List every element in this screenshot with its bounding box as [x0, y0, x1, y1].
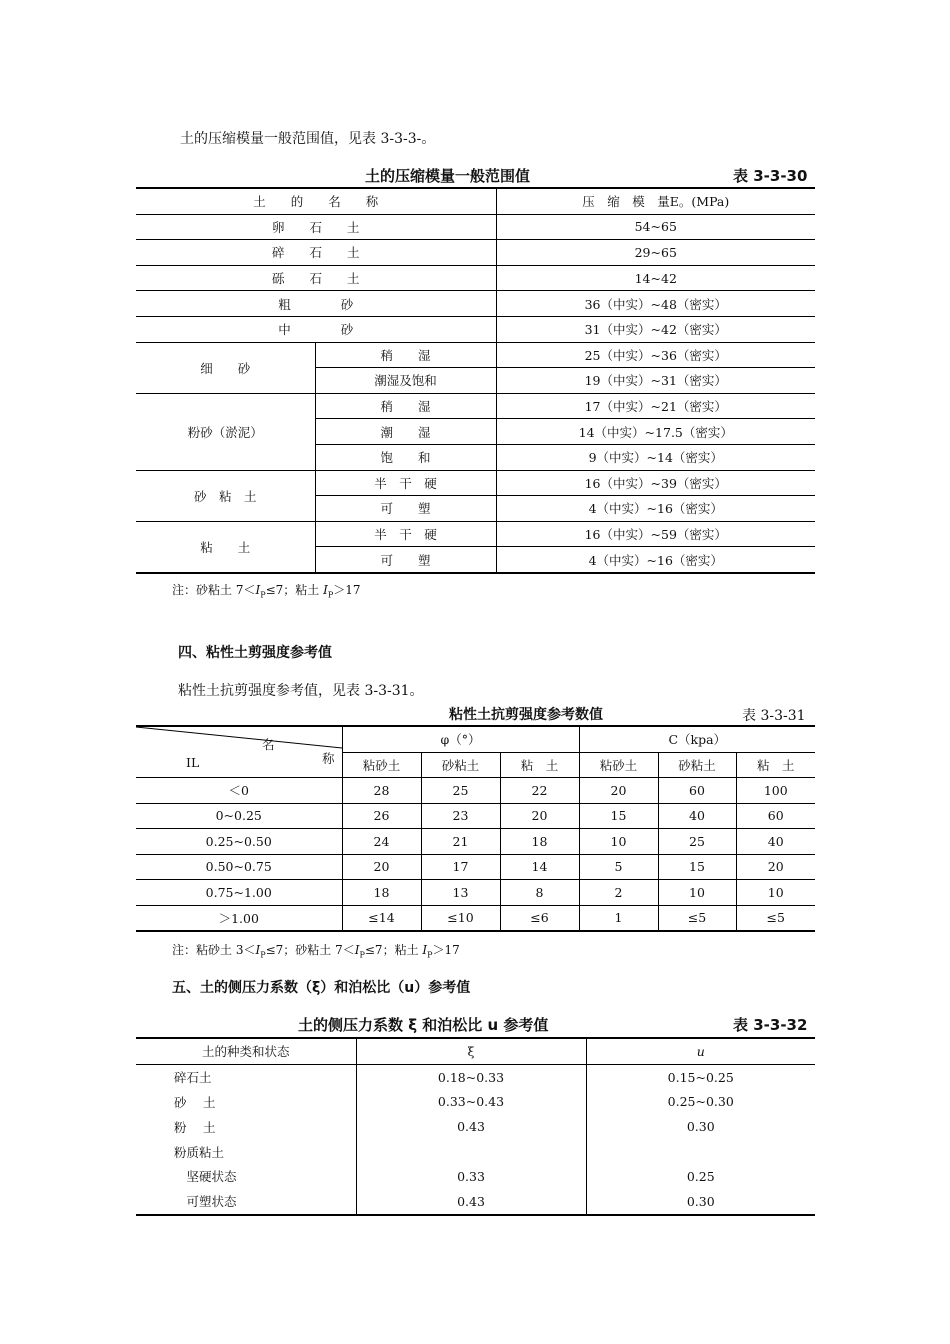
- intro-paragraph-2: 粘性土抗剪强度参考值，见表 3-3-31。: [178, 683, 424, 699]
- compression-modulus-table: [136, 187, 815, 574]
- soil-group-name: 砂 粘 土: [136, 470, 315, 521]
- table-header-row: [136, 726, 815, 752]
- table-row: [136, 521, 815, 547]
- cell: ≤5: [658, 905, 736, 931]
- soil-state: 潮 湿: [315, 419, 496, 445]
- cell: 15: [579, 803, 658, 829]
- note-ip-symbol: I: [422, 943, 428, 957]
- table2-note: [172, 941, 460, 959]
- u-value: [586, 1139, 815, 1164]
- note-ip-subscript: P: [427, 950, 433, 960]
- soil-state: 可 塑: [315, 547, 496, 573]
- note-ip-subscript: P: [327, 590, 334, 600]
- table-header-row: [136, 1038, 815, 1064]
- subheader: 砂粘土: [658, 752, 736, 778]
- table-row: [136, 240, 815, 266]
- cell: 2: [579, 880, 658, 906]
- note-ip-symbol: I: [255, 583, 261, 597]
- table-row: [136, 1064, 815, 1089]
- table-row: [136, 905, 815, 931]
- modulus-value: 19（中实）~31（密实）: [496, 368, 815, 394]
- cell: 26: [342, 803, 421, 829]
- soil-state: 可 塑: [315, 496, 496, 522]
- modulus-value: 17（中实）~21（密实）: [496, 393, 815, 419]
- note-ip-subscript: P: [359, 950, 365, 960]
- diag-label-il: IL: [186, 755, 200, 770]
- cohesion-header: C（kpa）: [579, 726, 815, 752]
- table1-number: 表 3-3-30: [733, 167, 808, 185]
- modulus-value: 25（中实）~36（密实）: [496, 342, 815, 368]
- subheader: 粘砂土: [579, 752, 658, 778]
- modulus-value: 4（中实）~16（密实）: [496, 496, 815, 522]
- header-xi: ξ: [356, 1038, 586, 1064]
- xi-value: 0.18~0.33: [356, 1064, 586, 1089]
- note-ip-subscript: P: [260, 950, 266, 960]
- table-row: [136, 214, 815, 240]
- cell: 8: [500, 880, 579, 906]
- modulus-value: 14（中实）~17.5（密实）: [496, 419, 815, 445]
- soil-state: 半 干 硬: [315, 521, 496, 547]
- diagonal-line: [136, 727, 342, 781]
- cell: 40: [736, 829, 815, 855]
- cell: 60: [658, 778, 736, 804]
- subheader: 粘砂土: [342, 752, 421, 778]
- modulus-value: 36（中实）~48（密实）: [496, 291, 815, 317]
- soil-type: 粉 土: [136, 1114, 356, 1139]
- cell: 18: [500, 829, 579, 855]
- soil-state: 稍 湿: [315, 393, 496, 419]
- table1-title: 土的压缩模量一般范围值: [365, 167, 531, 185]
- u-value: 0.30: [686, 1193, 715, 1209]
- soil-name: 粗 砂: [136, 291, 496, 317]
- modulus-value: 54~65: [496, 214, 815, 240]
- xi-value: 0.33~0.43: [356, 1090, 586, 1115]
- cell: 5: [579, 854, 658, 880]
- cell: 25: [421, 778, 500, 804]
- soil-name: 砾 石 土: [136, 265, 496, 291]
- cell: 20: [579, 778, 658, 804]
- table-row: [136, 778, 815, 804]
- cell: ≤5: [736, 905, 815, 931]
- phi-header: φ（°）: [342, 726, 579, 752]
- cell: 60: [736, 803, 815, 829]
- modulus-value: 4（中实）~16（密实）: [588, 552, 723, 568]
- cell: 10: [579, 829, 658, 855]
- table3-title: 土的侧压力系数 ξ 和泊松比 u 参考值: [298, 1016, 549, 1034]
- cell: 15: [658, 854, 736, 880]
- note-text: ≤7；粘土: [265, 583, 324, 597]
- xi-value: [356, 1139, 586, 1164]
- cell: ≤10: [421, 905, 500, 931]
- modulus-value: 14~42: [496, 265, 815, 291]
- xi-value: 0.43: [356, 1114, 586, 1139]
- xi-value: 0.43: [356, 1189, 586, 1215]
- modulus-value: 29~65: [496, 240, 815, 266]
- table-row: [136, 342, 815, 368]
- u-value: 0.25: [686, 1168, 715, 1184]
- header-soil-type: 土的种类和状态: [136, 1038, 356, 1064]
- cell: 14: [500, 854, 579, 880]
- cell: 13: [421, 880, 500, 906]
- note-ip-subscript: P: [260, 590, 266, 600]
- table-row: [136, 1090, 815, 1115]
- table-row: [136, 880, 815, 906]
- soil-state: 半 干 硬: [315, 470, 496, 496]
- cell: 20: [736, 854, 815, 880]
- cell: 23: [421, 803, 500, 829]
- cell: 24: [342, 829, 421, 855]
- il-value: 0.50~0.75: [136, 854, 342, 880]
- table-row: [136, 854, 815, 880]
- table-row: [136, 316, 815, 342]
- modulus-value: 16（中实）~59（密实）: [496, 521, 815, 547]
- table1-note: [172, 581, 361, 599]
- diag-label-name: 名: [262, 737, 275, 752]
- note-ip-symbol: I: [255, 943, 261, 957]
- table-row: [136, 803, 815, 829]
- xi-value: 0.33: [356, 1164, 586, 1189]
- subheader: 砂粘土: [421, 752, 500, 778]
- soil-name: 中 砂: [136, 316, 496, 342]
- subheader: 粘 土: [500, 752, 579, 778]
- il-value: ＜0: [136, 778, 342, 804]
- table-row: [136, 470, 815, 496]
- u-value: 0.30: [686, 1119, 715, 1135]
- intro-paragraph-1: 土的压缩模量一般范围值，见表 3-3-3-。: [180, 131, 436, 147]
- soil-name: 卵 石 土: [136, 214, 496, 240]
- note-text: 注：粘砂土 3＜: [172, 943, 256, 957]
- table-row: [136, 1164, 815, 1189]
- cell: 10: [736, 880, 815, 906]
- cell: 25: [658, 829, 736, 855]
- cell: 17: [421, 854, 500, 880]
- table-row: [136, 393, 815, 419]
- soil-type: 粉质粘土: [136, 1139, 356, 1164]
- cell: ≤14: [342, 905, 421, 931]
- cell: 100: [736, 778, 815, 804]
- note-text: ＞17: [333, 583, 361, 597]
- header-soil-name: 土 的 名 称: [136, 188, 496, 214]
- subheader: 粘 土: [736, 752, 815, 778]
- table-row: [136, 1114, 815, 1139]
- cell: 1: [579, 905, 658, 931]
- soil-state: 潮湿及饱和: [315, 368, 496, 394]
- u-value: 0.25~0.30: [667, 1094, 734, 1110]
- note-text: ＞17: [432, 943, 460, 957]
- table2-title: 粘性土抗剪强度参考数值: [449, 707, 603, 723]
- note-ip-symbol: I: [323, 583, 328, 597]
- cell: 22: [500, 778, 579, 804]
- table2-number: 表 3-3-31: [742, 708, 806, 724]
- cell: 28: [342, 778, 421, 804]
- table3-number: 表 3-3-32: [733, 1016, 808, 1034]
- diag-label-cheng: 称: [322, 751, 335, 766]
- table-header-row: [136, 188, 815, 214]
- il-value: ＞1.00: [136, 905, 342, 931]
- cell: 18: [342, 880, 421, 906]
- table-row: [136, 1139, 815, 1164]
- modulus-value: 16（中实）~39（密实）: [496, 470, 815, 496]
- table-row: [136, 1189, 815, 1215]
- header-u: u: [586, 1038, 815, 1064]
- soil-name: 碎 石 土: [136, 240, 496, 266]
- il-value: 0.75~1.00: [136, 880, 342, 906]
- modulus-value: 31（中实）~42（密实）: [496, 316, 815, 342]
- note-ip-symbol: I: [354, 943, 360, 957]
- cell: 20: [500, 803, 579, 829]
- soil-state: 饱 和: [315, 444, 496, 470]
- table-row: [136, 829, 815, 855]
- soil-group-name: 细 砂: [136, 342, 315, 393]
- section-heading-5: 五、土的侧压力系数（ξ）和泊松比（u）参考值: [172, 980, 471, 996]
- soil-type: 坚硬状态: [136, 1164, 356, 1189]
- note-text: ≤7；砂粘土 7＜: [265, 943, 355, 957]
- cell: 10: [658, 880, 736, 906]
- lateral-pressure-table: [136, 1037, 815, 1216]
- soil-type: 可塑状态: [136, 1189, 356, 1215]
- cell: 21: [421, 829, 500, 855]
- header-modulus: 压 缩 模 量E。(MPa): [496, 188, 815, 214]
- cell: 20: [342, 854, 421, 880]
- cell: ≤6: [500, 905, 579, 931]
- soil-type: 碎石土: [136, 1064, 356, 1089]
- modulus-value: 9（中实）~14（密实）: [496, 444, 815, 470]
- diagonal-header-cell: [136, 726, 342, 778]
- note-text: ≤7；粘土: [364, 943, 423, 957]
- soil-group-name: 粘 土: [136, 521, 315, 573]
- u-value: 0.15~0.25: [667, 1069, 734, 1085]
- il-value: 0.25~0.50: [136, 829, 342, 855]
- shear-strength-table: [136, 725, 815, 932]
- soil-type: 砂 土: [136, 1090, 356, 1115]
- soil-state: 稍 湿: [315, 342, 496, 368]
- table-row: [136, 291, 815, 317]
- table-row: [136, 265, 815, 291]
- section-heading-4: 四、粘性土剪强度参考值: [178, 645, 332, 661]
- cell: 40: [658, 803, 736, 829]
- il-value: 0~0.25: [136, 803, 342, 829]
- soil-group-name: 粉砂（淤泥）: [136, 393, 315, 470]
- note-text: 注：砂粘土 7＜: [172, 583, 256, 597]
